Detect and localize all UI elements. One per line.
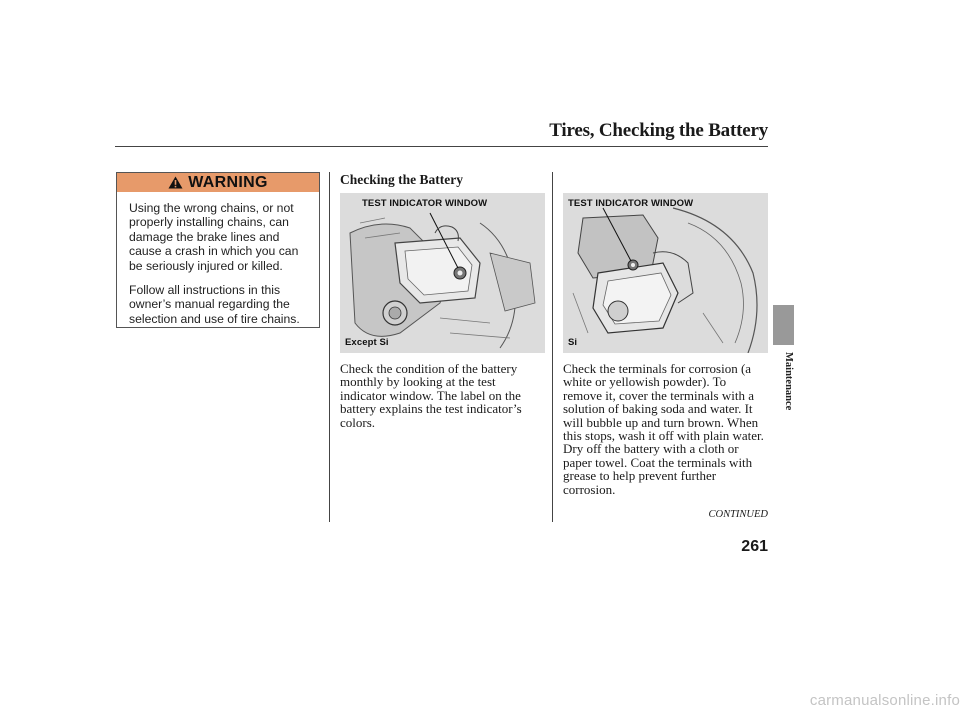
figure-label-test-indicator-window: TEST INDICATOR WINDOW xyxy=(362,198,488,209)
body-paragraph-right: Check the terminals for corrosion (a white or yellowish powder). To remove it, cover the terminals with a solution of baking soda and water. It will bubble up and turn brown. When this stops, wash it off with plain water. Dry off the battery with a cloth or paper towel. Coat the terminals with grease to help prevent further corrosion. xyxy=(563,361,764,497)
section-tab xyxy=(773,305,794,345)
figure-caption: Except Si xyxy=(345,337,389,348)
warning-text xyxy=(117,192,319,326)
engine-bay-illustration xyxy=(340,193,545,353)
engine-bay-illustration xyxy=(563,193,768,353)
title-divider xyxy=(115,146,768,147)
warning-header xyxy=(117,173,319,192)
warning-label: WARNING xyxy=(188,173,268,191)
column-divider-right xyxy=(552,172,553,522)
section-side-label: Maintenance xyxy=(783,352,794,411)
continued-label: CONTINUED xyxy=(708,509,768,520)
warning-triangle-icon xyxy=(168,176,183,189)
battery-photo-si xyxy=(563,193,768,353)
warning-paragraph: Follow all instructions in this owner’s manual regarding the selection and use of tire chains. xyxy=(129,283,300,326)
figure-caption: Si xyxy=(568,337,578,348)
page-number: 261 xyxy=(741,538,768,555)
page-title: Tires, Checking the Battery xyxy=(549,120,768,141)
watermark: carmanualsonline.info xyxy=(809,692,960,709)
body-paragraph-left: Check the condition of the battery monthly by looking at the test indicator window. The label on the battery explains the test indicator’s colors. xyxy=(340,361,522,430)
section-heading: Checking the Battery xyxy=(340,172,463,187)
warning-box xyxy=(116,172,320,328)
battery-photo-except-si xyxy=(340,193,545,353)
warning-paragraph: Using the wrong chains, or not properly installing chains, can damage the brake lines and cause a crash in which you can be seriously injured or killed. xyxy=(129,201,299,273)
figure-label-test-indicator-window: TEST INDICATOR WINDOW xyxy=(568,198,694,209)
column-divider-left xyxy=(329,172,330,522)
